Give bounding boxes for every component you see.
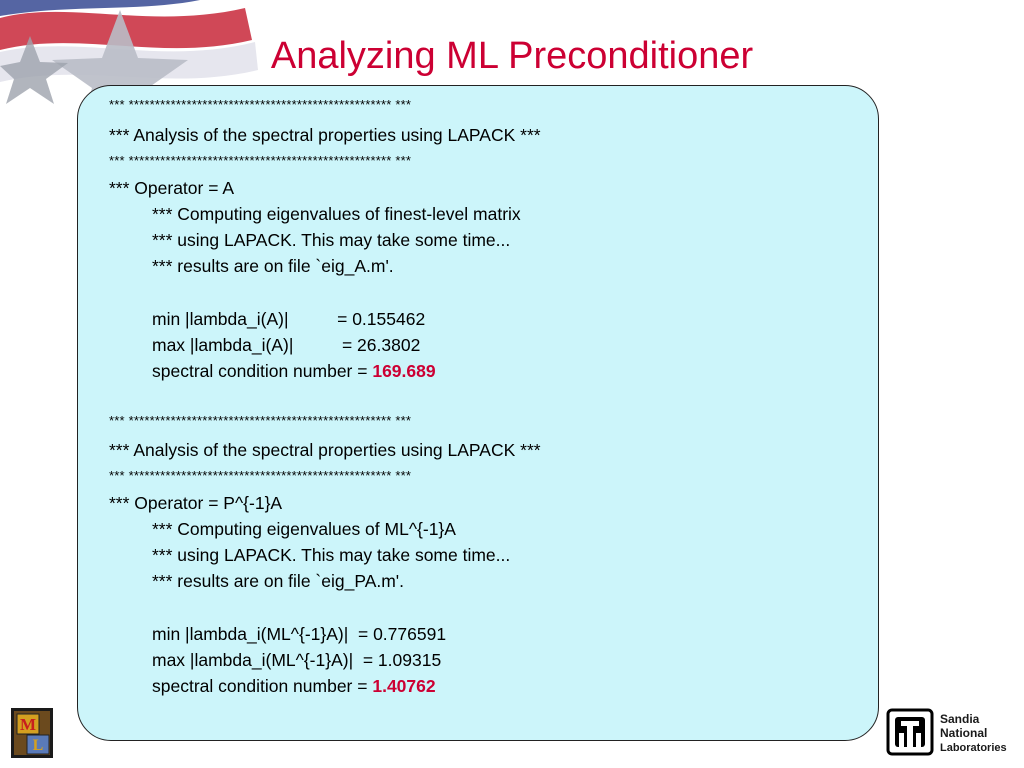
max-eigenvalue-line: max |lambda_i(ML^{-1}A)| = 1.09315 [152,650,442,670]
ml-logo [11,708,53,758]
condition-number-line [152,360,436,382]
condition-number-value: 169.689 [372,361,436,381]
computing-line: *** Computing eigenvalues of ML^{-1}A [152,519,456,539]
lapack-line: *** using LAPACK. This may take some time... [152,230,511,250]
computing-line: *** Computing eigenvalues of finest-level matrix [152,204,521,224]
sandia-labs-logo [886,706,1014,758]
lapack-line: *** using LAPACK. This may take some time... [152,545,511,565]
slide-title: Analyzing ML Preconditioner [270,35,754,77]
results-file-line: *** results are on file `eig_A.m'. [152,256,394,276]
stars-divider: *** ************************************************** *** [109,153,412,168]
ml-logo-letter-l: L [32,737,44,754]
sandia-logo-line3: Laboratories [940,742,1007,754]
sandia-logo-line1: Sandia [940,712,980,726]
analysis-header: *** Analysis of the spectral properties using LAPACK *** [109,440,541,460]
condition-number-line [152,675,436,697]
min-eigenvalue-line: min |lambda_i(ML^{-1}A)| = 0.776591 [152,624,447,644]
max-eigenvalue-line: max |lambda_i(A)| = 26.3802 [152,335,421,355]
condition-number-label: spectral condition number = [152,361,373,381]
ml-logo-letter-m: M [19,715,37,734]
stars-divider: *** ************************************************** *** [109,97,412,112]
stars-divider: *** ************************************************** *** [109,413,412,428]
stars-divider: *** ************************************************** *** [109,468,412,483]
operator-line: *** Operator = A [109,178,235,198]
analysis-header: *** Analysis of the spectral properties using LAPACK *** [109,125,541,145]
condition-number-value: 1.40762 [372,676,436,696]
sandia-logo-line2: National [940,726,988,740]
min-eigenvalue-line: min |lambda_i(A)| = 0.155462 [152,309,426,329]
results-file-line: *** results are on file `eig_PA.m'. [152,571,405,591]
condition-number-label: spectral condition number = [152,676,373,696]
console-output-panel [77,85,879,741]
operator-line: *** Operator = P^{-1}A [109,493,283,513]
